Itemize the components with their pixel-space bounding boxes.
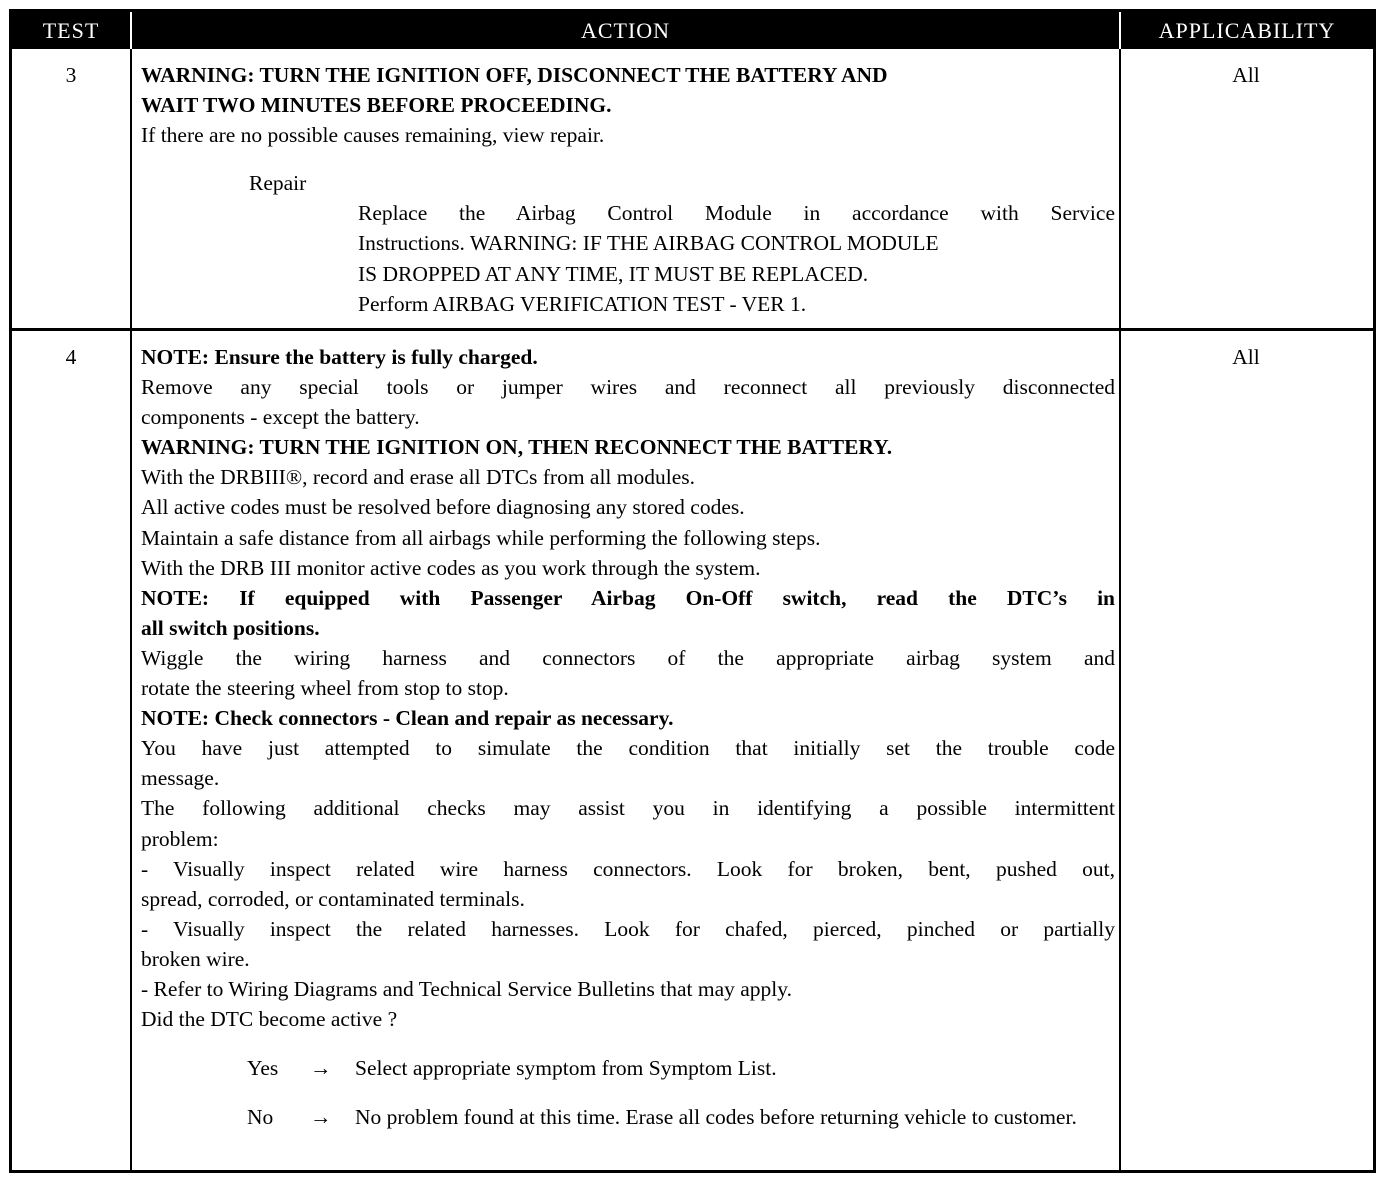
text-line: problem: [141,826,219,851]
text-line: rotate the steering wheel from stop to stop. [141,676,509,701]
text-line: With the DRB III monitor active codes as you work through the system. [141,555,761,580]
no-text [355,1102,1115,1132]
header-action: ACTION [130,12,1119,49]
note-line: NOTE: Check connectors - Clean and repair as necessary. [141,706,674,731]
test-number: 4 [65,345,77,369]
text-line: spread, corroded, or contaminated terminals. [141,886,525,911]
text-line: Remove any special tools or jumper wires and reconnect all previously disconnected [141,375,1115,400]
warning-line: WAIT TWO MINUTES BEFORE PROCEEDING. [141,93,612,118]
diagnostic-table [9,9,1376,1173]
text-line: - Visually inspect the related harnesses. Look for chafed, pierced, pinched or partially [141,916,1115,941]
arrow-right-icon: → [310,1056,332,1081]
header-applicability: APPLICABILITY [1119,12,1373,49]
text-line: broken wire. [141,946,250,971]
row-divider [12,328,1373,331]
no-label: No [247,1105,274,1130]
text-line: Maintain a safe distance from all airbags while performing the following steps. [141,525,821,550]
warning-line: WARNING: TURN THE IGNITION OFF, DISCONNECT THE BATTERY AND [141,63,888,87]
note-line: all switch positions. [141,615,320,640]
note-line: NOTE: If equipped with Passenger Airbag On-Off switch, read the DTC’s in [141,585,1115,610]
applicability-value: All [1232,63,1260,87]
text-line: message. [141,766,220,791]
arrow-right-icon: → [310,1105,332,1130]
warning-line: WARNING: TURN THE IGNITION ON, THEN RECONNECT THE BATTERY. [141,435,893,460]
yes-option [141,1053,1115,1083]
text-line: Wiggle the wiring harness and connectors of the appropriate airbag system and [141,645,1115,670]
repair-line: IS DROPPED AT ANY TIME, IT MUST BE REPLACED. [358,261,869,286]
repair-instructions [358,198,1115,318]
text-line: - Visually inspect related wire harness connectors. Look for broken, bent, pushed out, [141,856,1115,881]
text-line: components - except the battery. [141,405,420,430]
no-result: No problem found at this time. Erase all codes before returning vehicle to customer. [355,1105,1077,1130]
text-line: With the DRBIII®, record and erase all DTCs from all modules. [141,465,696,490]
action-cell [141,60,1115,319]
column-divider [130,49,132,1173]
no-option [141,1102,1115,1132]
text-line: Did the DTC become active ? [141,1007,398,1032]
header-test: TEST [12,12,130,49]
yes-text [355,1053,1115,1083]
text-line: All active codes must be resolved before diagnosing any stored codes. [141,495,745,520]
repair-line: Perform AIRBAG VERIFICATION TEST - VER 1. [358,291,807,316]
yes-label: Yes [247,1056,279,1081]
repair-line: Instructions. WARNING: IF THE AIRBAG CONTROL MODULE [358,231,939,256]
text-line: You have just attempted to simulate the condition that initially set the trouble code [141,736,1115,761]
column-divider [1119,49,1121,1173]
instruction-text: If there are no possible causes remaining, view repair. [141,123,605,148]
note-line: NOTE: Ensure the battery is fully charged. [141,345,538,369]
applicability-value: All [1232,345,1260,369]
test-number: 3 [65,63,77,87]
yes-result: Select appropriate symptom from Symptom List. [355,1056,777,1081]
text-line: - Refer to Wiring Diagrams and Technical Service Bulletins that may apply. [141,976,793,1001]
repair-line: Replace the Airbag Control Module in accordance with Service [358,201,1115,226]
action-cell [141,342,1115,1132]
repair-label: Repair [249,171,307,196]
text-line: The following additional checks may assist you in identifying a possible intermittent [141,796,1115,821]
